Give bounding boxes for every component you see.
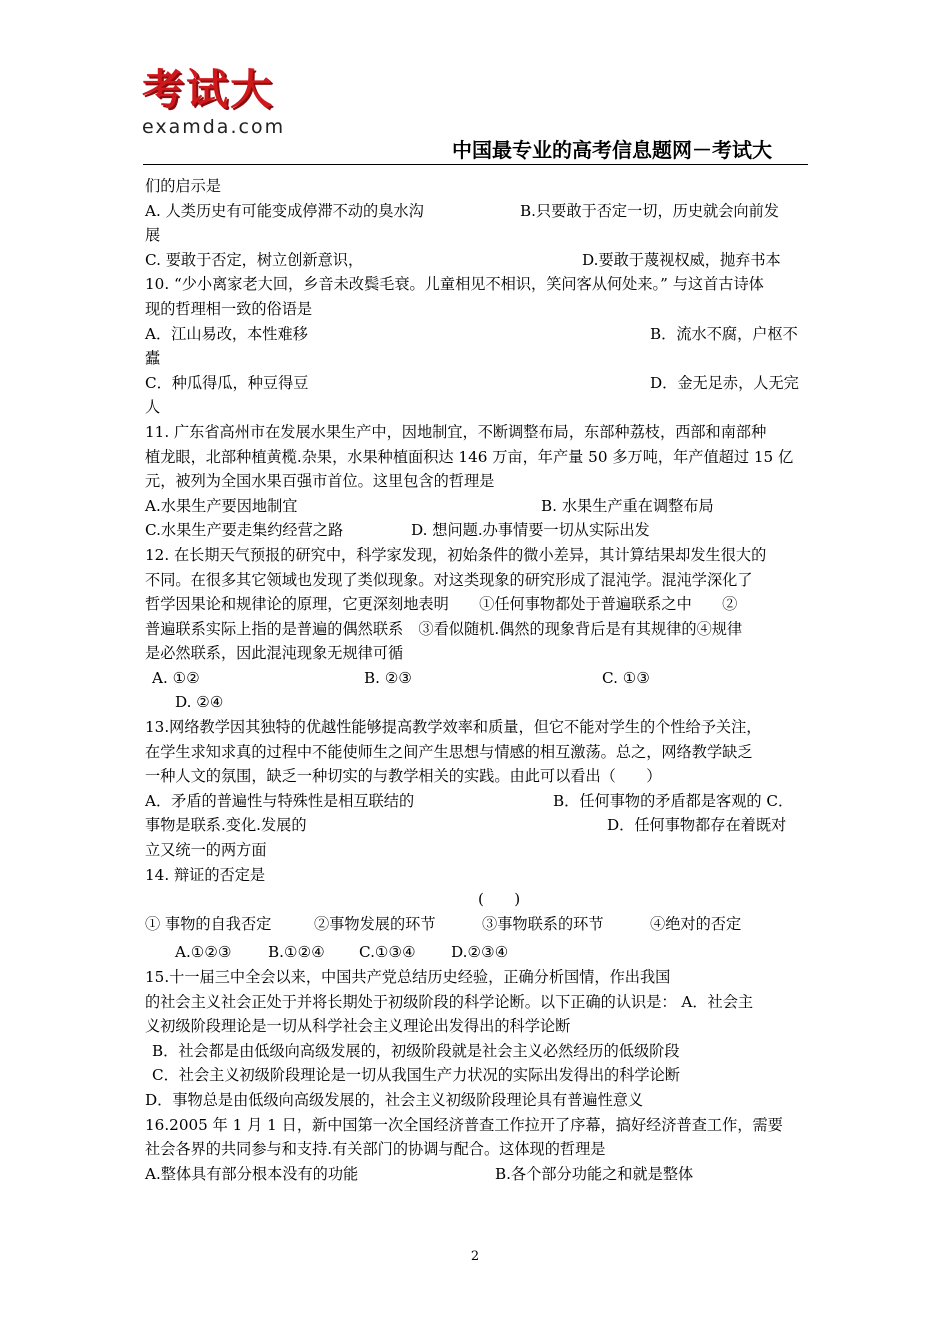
option-b: B．社会都是由低级向高级发展的，初级阶段就是社会主义必然经历的低级阶段 [152, 1041, 680, 1060]
question-16: 16.2005 年 1 月 1 日，新中国第一次全国经济普查工作拉开了序幕，搞好经济普查工作，需要 [145, 1115, 783, 1134]
option-row [145, 199, 810, 224]
text-line: 的社会主义社会正处于并将长期处于初级阶段的科学论断。以下正确的认识是： A．社会主 [145, 992, 754, 1011]
option-d: D．事物总是由低级向高级发展的，社会主义初级阶段理论具有普遍性意义 [145, 1090, 644, 1109]
text-line: 人 [145, 398, 161, 417]
option-c: C. 要敢于否定，树立创新意识， [145, 250, 364, 269]
statement-3: ③事物联系的环节 [482, 914, 604, 933]
statement-row [145, 912, 810, 937]
answer-blank: ( ) [478, 890, 521, 909]
text-line: 普遍联系实际上指的是普遍的偶然联系 ③看似随机.偶然的现象背后是有其规律的④规律 [145, 619, 743, 638]
option-b: B. 水果生产重在调整布局 [541, 496, 714, 515]
statement-1: ① 事物的自我否定 [145, 914, 272, 933]
text-line: 现的哲理相一致的俗语是 [145, 299, 313, 318]
option-b: B．流水不腐，户枢不 [650, 324, 798, 343]
statement-4: ④绝对的否定 [650, 914, 742, 933]
logo-domain: examda.com [142, 116, 286, 138]
option-a: A.水果生产要因地制宜 [145, 496, 298, 515]
option-c: C．社会主义初级阶段理论是一切从我国生产力状况的实际出发得出的科学论断 [152, 1066, 680, 1085]
site-slogan: 中国最专业的高考信息题网－考试大 [452, 138, 772, 162]
question-10: 10. “少小离家老大回，乡音未改鬓毛衰。儿童相见不相识，笑问客从何处来。” 与这首古诗体 [145, 275, 764, 294]
text-line: 植龙眼，北部种植黄榄.杂果，水果种植面积达 146 万亩，年产量 50 多万吨，年产值超过 15 亿 [145, 447, 794, 466]
logo-title: 考试大 [142, 65, 275, 114]
statement-2: ②事物发展的环节 [314, 914, 436, 933]
option-d: D.要敢于蔑视权威，抛弃书本 [582, 250, 781, 269]
option-b: B. ②③ [364, 668, 413, 687]
option-b: B．任何事物的矛盾都是客观的 C． [553, 791, 794, 810]
option-row [145, 1162, 810, 1187]
question-11: 11. 广东省高州市在发展水果生产中，因地制宜，不断调整布局，东部种荔枝，西部和南部种 [145, 422, 767, 441]
option-row [145, 248, 810, 273]
option-b: B.①②④ [268, 943, 325, 962]
option-a: A. 人类历史有可能变成停滞不动的臭水沟 [145, 201, 424, 220]
option-row [145, 690, 810, 715]
option-row [145, 666, 810, 691]
option-a: A．江山易改，本性难移 [145, 324, 308, 343]
text-line: 立又统一的两方面 [145, 841, 267, 860]
option-c: C．种瓜得瓜，种豆得豆 [145, 373, 309, 392]
option-c: C.①③④ [359, 943, 416, 962]
option-a: A. ①② [152, 668, 200, 687]
text-line: 社会各界的共同参与和支持.有关部门的协调与配合。这体现的哲理是 [145, 1140, 606, 1159]
option-row [145, 322, 810, 347]
option-d: D．任何事物都存在着既对 [607, 816, 787, 835]
option-b: B.只要敢于否定一切，历史就会向前发 [520, 201, 779, 220]
option-row [145, 494, 810, 519]
page-number: 2 [470, 1249, 480, 1264]
question-15: 15.十一届三中全会以来，中国共产党总结历史经验，正确分析国情，作出我国 [145, 968, 671, 986]
text-line: 不同。在很多其它领域也发现了类似现象。对这类现象的研究形成了混沌学。混沌学深化了 [145, 570, 753, 589]
option-d: D. 想问题.办事情要一切从实际出发 [411, 521, 650, 540]
option-c: 事物是联系.变化.发展的 [145, 816, 307, 835]
header-divider [143, 164, 808, 165]
option-row [145, 371, 810, 396]
option-d: D. ②④ [175, 693, 224, 712]
question-13: 13.网络教学因其独特的优越性能够提高教学效率和质量，但它不能对学生的个性给予关注， [145, 718, 762, 737]
option-a: A．矛盾的普遍性与特殊性是相互联结的 [145, 791, 415, 810]
text-line: 义初级阶段理论是一切从科学社会主义理论出发得出的科学论断 [145, 1017, 571, 1036]
option-a: A.①②③ [175, 943, 232, 962]
option-row [145, 813, 810, 838]
option-c: C. ①③ [602, 668, 650, 687]
option-row [145, 518, 810, 543]
option-row [145, 936, 810, 965]
examda-logo[interactable] [142, 66, 302, 142]
text-line: 哲学因果论和规律论的原理，它更深刻地表明 ①任何事物都处于普遍联系之中 ② [145, 595, 738, 614]
option-a: A.整体具有部分根本没有的功能 [145, 1164, 359, 1183]
option-row [145, 789, 810, 814]
text-line: 们的启示是 [145, 177, 221, 195]
text-line: 蠹 [145, 349, 161, 368]
text-line: 在学生求知求真的过程中不能使师生之间产生思想与情感的相互激荡。总之，网络教学缺乏 [145, 742, 753, 761]
question-14: 14. 辩证的否定是 [145, 865, 266, 884]
text-line: 一种人文的氛围，缺乏一种切实的与教学相关的实践。由此可以看出（ ） [145, 767, 662, 786]
text-line: 是必然联系，因此混沌现象无规律可循 [145, 644, 404, 663]
option-d: D．金无足赤，人无完 [650, 373, 799, 392]
text-line: 元，被列为全国水果百强市首位。这里包含的哲理是 [145, 472, 495, 491]
option-b: B.各个部分功能之和就是整体 [495, 1164, 694, 1183]
option-c: C.水果生产要走集约经营之路 [145, 521, 344, 540]
text-line: 展 [145, 226, 161, 245]
option-d: D.②③④ [451, 943, 509, 962]
question-12: 12. 在长期天气预报的研究中，科学家发现，初始条件的微小差异，其计算结果却发生很大的 [145, 545, 767, 564]
answer-blank-row [145, 887, 810, 912]
document-body [145, 174, 810, 1186]
